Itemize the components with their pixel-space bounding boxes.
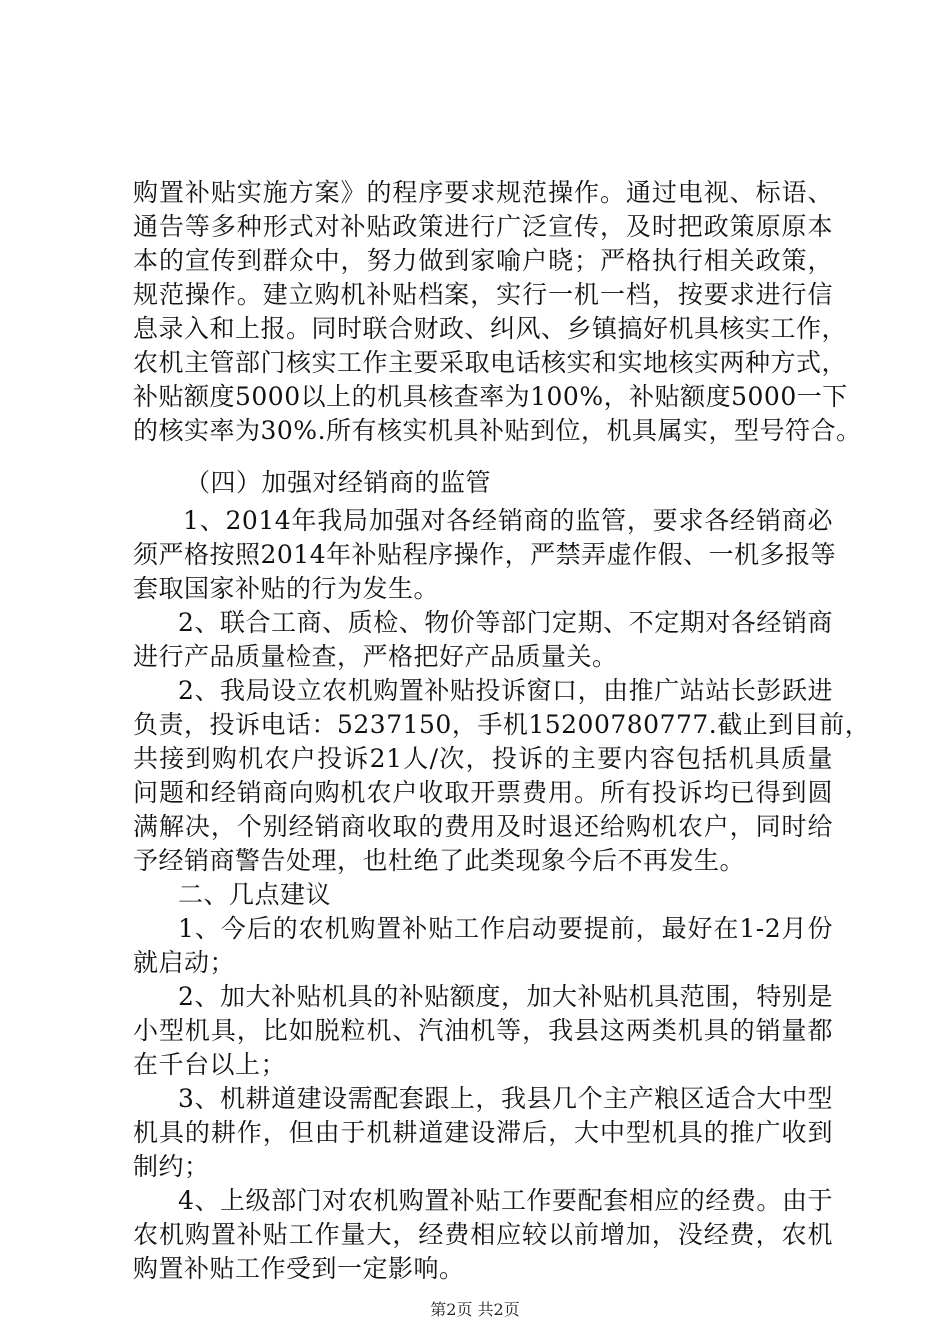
paragraph-line: 进行产品质量检查，严格把好产品质量关。 [133,642,618,671]
section-heading: 二、几点建议 [178,880,332,909]
paragraph-line: 通告等多种形式对补贴政策进行广泛宣传，及时把政策原原本 [133,212,833,241]
paragraph-line: 套取国家补贴的行为发生。 [133,574,440,603]
paragraph-line: 负责，投诉电话：5237150，手机15200780777.截止到目前， [133,710,871,739]
section-heading: （四）加强对经销商的监管 [185,468,492,497]
paragraph-line: 须严格按照2014年补贴程序操作，严禁弄虚作假、一机多报等 [133,540,837,569]
paragraph-line: 2、我局设立农机购置补贴投诉窗口，由推广站站长彭跃进 [178,676,833,705]
paragraph-line: 农机主管部门核实工作主要采取电话核实和实地核实两种方式， [133,348,848,377]
paragraph-line: 共接到购机农户投诉21人/次，投诉的主要内容包括机具质量 [133,744,833,773]
paragraph-line: 补贴额度5000以上的机具核查率为100%，补贴额度5000一下 [133,382,848,411]
paragraph-line: 4、上级部门对农机购置补贴工作要配套相应的经费。由于 [178,1186,833,1215]
paragraph-line: 小型机具，比如脱粒机、汽油机等，我县这两类机具的销量都 [133,1016,833,1045]
paragraph-line: 息录入和上报。同时联合财政、纠风、乡镇搞好机具核实工作， [133,314,848,343]
paragraph-line: 机具的耕作，但由于机耕道建设滞后，大中型机具的推广收到 [133,1118,833,1147]
paragraph-line: 1、2014年我局加强对各经销商的监管，要求各经销商必 [183,506,833,535]
paragraph-line: 1、今后的农机购置补贴工作启动要提前，最好在1-2月份 [178,914,833,943]
page-number-footer: 第2页 共2页 [430,1300,520,1319]
paragraph-line: 满解决，个别经销商收取的费用及时退还给购机农户，同时给 [133,812,833,841]
paragraph-line: 农机购置补贴工作量大，经费相应较以前增加，没经费，农机 [133,1220,833,1249]
paragraph-line: 问题和经销商向购机农户收取开票费用。所有投诉均已得到圆 [133,778,833,807]
paragraph-line: 在千台以上； [133,1050,287,1079]
paragraph-line: 予经销商警告处理，也杜绝了此类现象今后不再发生。 [133,846,746,875]
paragraph-line: 本的宣传到群众中，努力做到家喻户晓；严格执行相关政策， [133,246,833,275]
paragraph-line: 规范操作。建立购机补贴档案，实行一机一档，按要求进行信 [133,280,833,309]
paragraph-line: 2、加大补贴机具的补贴额度，加大补贴机具范围，特别是 [178,982,833,1011]
paragraph-line: 购置补贴实施方案》的程序要求规范操作。通过电视、标语、 [133,178,833,207]
paragraph-line: 制约； [133,1152,210,1181]
paragraph-line: 2、联合工商、质检、物价等部门定期、不定期对各经销商 [178,608,833,637]
paragraph-line: 的核实率为30%.所有核实机具补贴到位，机具属实，型号符合。 [133,416,862,445]
paragraph-line: 购置补贴工作受到一定影响。 [133,1254,465,1283]
paragraph-line: 3、机耕道建设需配套跟上，我县几个主产粮区适合大中型 [178,1084,833,1113]
paragraph-line: 就启动； [133,948,236,977]
